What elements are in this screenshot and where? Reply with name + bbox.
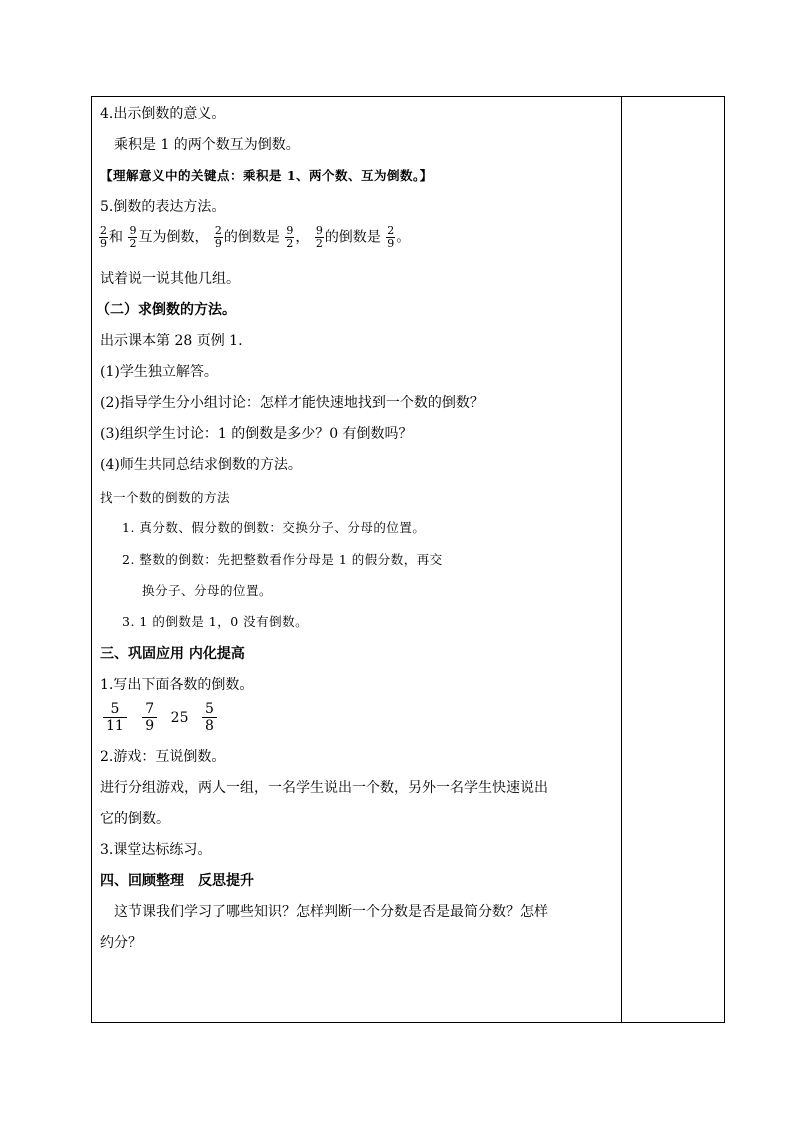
exercise-2: 2.游戏：互说倒数。 [100,749,226,765]
fraction-example-line: $\frac{2}{9}$ 和 $\frac{9}{2}$ 互为倒数， $\frac{2}{9}$ 的倒数是 $\frac{9}{2}$ ， $\frac{9}{2}$ 的倒数是 $\frac{2}{9}$ 。 [100,224,411,250]
method-2-continued: 换分子、分母的位置。 [142,583,273,598]
method-1: 1. 真分数、假分数的倒数：交换分子、分母的位置。 [122,520,426,535]
exercise-1: 1.写出下面各数的倒数。 [100,677,254,693]
fraction: $\frac{9}{2}$ [315,224,323,250]
fraction: $\frac{2}{9}$ [100,224,107,250]
method-2: 2. 整数的倒数：先把整数看作分母是 1 的假分数，再交 [122,552,443,567]
review-question: 这节课我们学习了哪些知识？怎样判断一个分数是否是最简分数？怎样 [114,904,548,920]
step-4: (4)师生共同总结求倒数的方法。 [100,457,302,473]
try-other-groups: 试着说一说其他几组。 [100,271,240,287]
fraction: $\frac{9}{2}$ [286,224,294,250]
step-3: (3)组织学生讨论：1 的倒数是多少？0 有倒数吗？ [100,426,413,442]
exercise-numbers [102,701,218,734]
step-2: (2)指导学生分小组讨论：怎样才能快速地找到一个数的倒数？ [100,395,484,411]
step-1: (1)学生独立解答。 [100,364,218,380]
key-points-note: 【理解意义中的关键点：乘积是 1、两个数、互为倒数。】 [100,168,433,183]
fraction: $\frac{2}{9}$ [387,224,395,250]
item-5-heading: 5.倒数的表达方法。 [100,199,226,215]
item-4-heading: 4.出示倒数的意义。 [100,106,226,122]
section-3-heading: 三、巩固应用 内化提高 [100,646,245,662]
lesson-table [91,96,725,1023]
definition-text: 乘积是 1 的两个数互为倒数。 [114,137,300,153]
fraction: $\frac{2}{9}$ [214,224,222,250]
column-divider [621,97,622,1022]
game-description: 进行分组游戏，两人一组，一名学生说出一个数，另外一名学生快速说出 [100,780,548,796]
section-4-heading: 四、回顾整理 反思提升 [100,873,254,889]
fraction: $\frac{9}{2}$ [129,224,137,250]
section-2-heading: （二）求倒数的方法。 [96,302,236,318]
whole-number: 25 [170,709,189,726]
textbook-example: 出示课本第 28 页例 1. [100,333,243,349]
fraction: $\frac{5}{11}$ [103,701,127,734]
method-title: 找一个数的倒数的方法 [100,490,231,505]
fraction: $\frac{5}{8}$ [202,701,217,734]
exercise-3: 3.课堂达标练习。 [100,842,212,858]
game-description-continued: 它的倒数。 [100,811,170,827]
method-3: 3. 1 的倒数是 1，0 没有倒数。 [122,614,309,629]
review-question-continued: 约分？ [100,935,142,951]
fraction: $\frac{7}{9}$ [142,701,157,734]
